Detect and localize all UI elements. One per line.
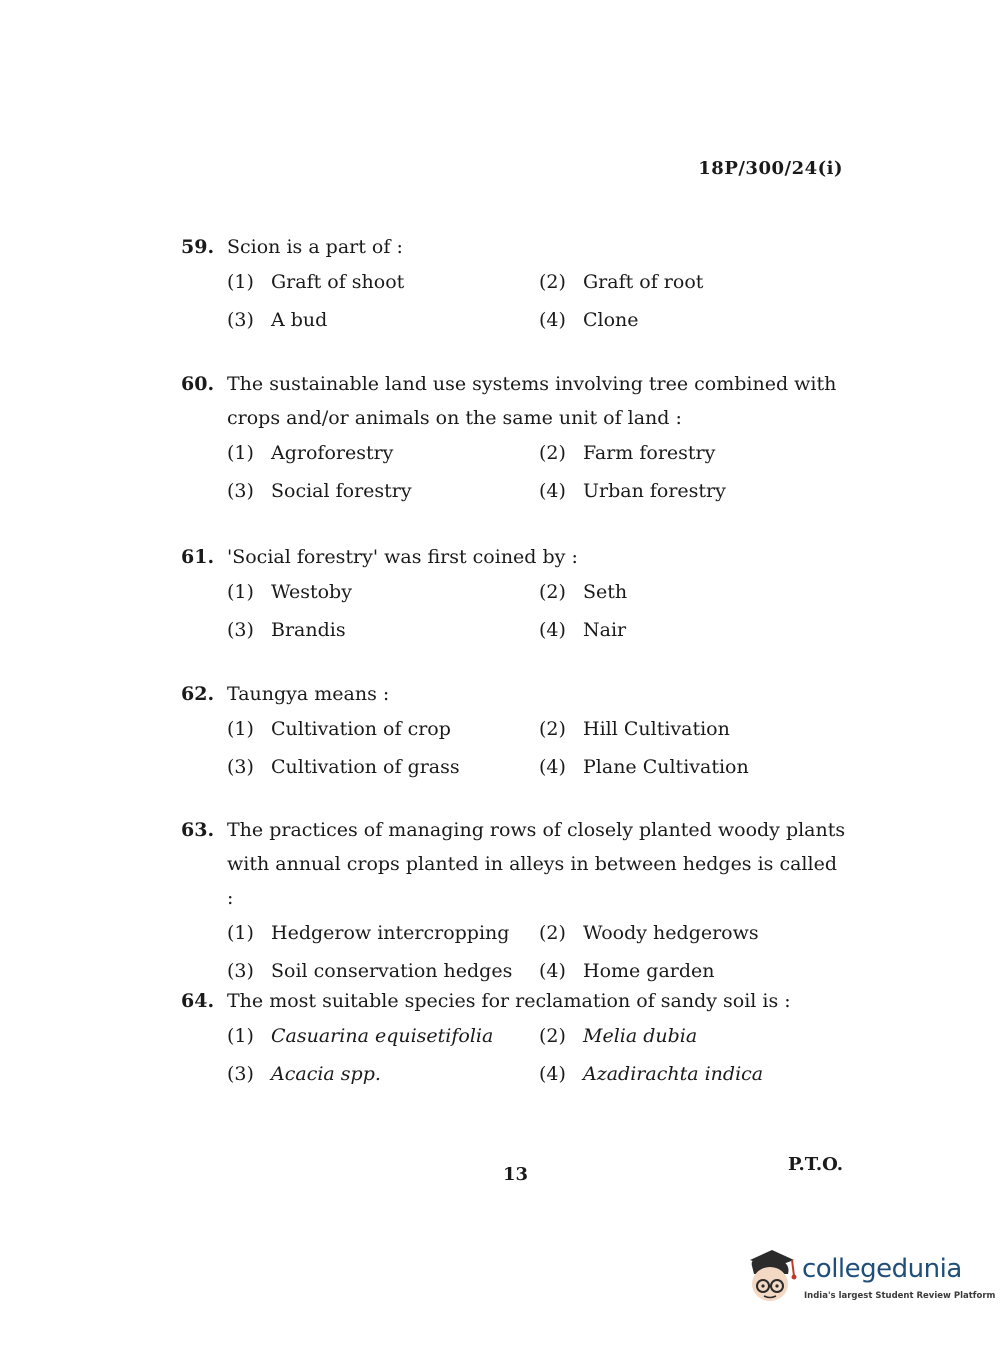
option-2[interactable]	[539, 578, 839, 606]
option-text: Urban forestry	[583, 480, 726, 502]
option-number: (1)	[227, 922, 254, 944]
option-1[interactable]	[227, 268, 539, 296]
option-number: (3)	[227, 480, 254, 502]
option-1[interactable]	[227, 439, 539, 467]
option-text: Cultivation of crop	[271, 718, 451, 740]
option-number: (3)	[227, 309, 254, 331]
option-text: A bud	[271, 309, 328, 331]
option-text: Woody hedgerows	[583, 922, 759, 944]
option-number: (4)	[539, 756, 566, 778]
brand-tagline: India's largest Student Review Platform	[804, 1291, 996, 1301]
question-60	[181, 367, 846, 505]
question-number: 64.	[181, 990, 215, 1012]
option-text: Graft of shoot	[271, 271, 405, 293]
option-text: Home garden	[583, 960, 715, 982]
option-1[interactable]	[227, 919, 539, 947]
option-number: (2)	[539, 581, 566, 603]
option-4[interactable]	[539, 477, 839, 505]
question-text: 'Social forestry' was first coined by :	[227, 546, 578, 568]
question-text: Taungya means :	[227, 683, 390, 705]
options-list	[227, 1022, 846, 1088]
option-number: (2)	[539, 922, 566, 944]
option-number: (2)	[539, 442, 566, 464]
option-text: Azadirachta indica	[583, 1063, 764, 1085]
question-64	[181, 984, 846, 1088]
page-number: 13	[503, 1164, 529, 1185]
option-2[interactable]	[539, 268, 839, 296]
option-text: Clone	[583, 309, 639, 331]
option-3[interactable]	[227, 957, 539, 985]
option-1[interactable]	[227, 578, 539, 606]
option-2[interactable]	[539, 919, 839, 947]
option-number: (1)	[227, 581, 254, 603]
question-number: 62.	[181, 683, 215, 705]
option-text: Acacia spp.	[271, 1063, 381, 1085]
options-list	[227, 268, 846, 334]
mascot-logo-icon	[742, 1246, 800, 1308]
option-number: (3)	[227, 1063, 254, 1085]
brand-name: collegedunia	[802, 1254, 962, 1284]
option-4[interactable]	[539, 753, 839, 781]
options-list	[227, 919, 846, 985]
pto-label: P.T.O.	[787, 1154, 843, 1175]
option-4[interactable]	[539, 957, 839, 985]
option-4[interactable]	[539, 1060, 839, 1088]
option-3[interactable]	[227, 753, 539, 781]
option-text: Agroforestry	[271, 442, 394, 464]
option-4[interactable]	[539, 306, 839, 334]
option-number: (2)	[539, 718, 566, 740]
option-text: Seth	[583, 581, 628, 603]
option-number: (1)	[227, 1025, 254, 1047]
option-text: Casuarina equisetifolia	[271, 1025, 494, 1047]
options-list	[227, 715, 846, 781]
question-63	[181, 813, 846, 985]
question-number: 59.	[181, 236, 215, 258]
question-62	[181, 677, 846, 781]
option-text: Social forestry	[271, 480, 412, 502]
option-number: (2)	[539, 271, 566, 293]
option-3[interactable]	[227, 477, 539, 505]
options-list	[227, 439, 846, 505]
option-3[interactable]	[227, 616, 539, 644]
option-number: (2)	[539, 1025, 566, 1047]
option-2[interactable]	[539, 1022, 839, 1050]
question-text: The sustainable land use systems involving tree combined with crops and/or animals on the same unit of land :	[227, 373, 837, 429]
option-text: Cultivation of grass	[271, 756, 460, 778]
option-text: Nair	[583, 619, 627, 641]
question-text: The most suitable species for reclamation of sandy soil is :	[227, 990, 791, 1012]
option-text: Graft of root	[583, 271, 704, 293]
option-1[interactable]	[227, 715, 539, 743]
question-text: Scion is a part of :	[227, 236, 403, 258]
question-number: 60.	[181, 373, 215, 395]
option-number: (4)	[539, 309, 566, 331]
option-number: (4)	[539, 480, 566, 502]
option-text: Hill Cultivation	[583, 718, 730, 740]
option-number: (3)	[227, 960, 254, 982]
option-text: Hedgerow intercropping	[271, 922, 510, 944]
option-number: (4)	[539, 619, 566, 641]
collegedunia-watermark[interactable]	[742, 1246, 996, 1316]
option-text: Melia dubia	[583, 1025, 698, 1047]
option-text: Brandis	[271, 619, 346, 641]
option-number: (1)	[227, 271, 254, 293]
question-59	[181, 230, 846, 334]
paper-code: 18P/300/24(i)	[698, 158, 843, 179]
option-3[interactable]	[227, 1060, 539, 1088]
question-number: 61.	[181, 546, 215, 568]
option-text: Farm forestry	[583, 442, 716, 464]
option-number: (3)	[227, 619, 254, 641]
option-number: (4)	[539, 1063, 566, 1085]
option-3[interactable]	[227, 306, 539, 334]
option-number: (1)	[227, 718, 254, 740]
option-2[interactable]	[539, 439, 839, 467]
option-text: Soil conservation hedges	[271, 960, 513, 982]
question-61	[181, 540, 846, 644]
option-number: (1)	[227, 442, 254, 464]
option-4[interactable]	[539, 616, 839, 644]
option-text: Plane Cultivation	[583, 756, 749, 778]
question-number: 63.	[181, 819, 215, 841]
option-number: (4)	[539, 960, 566, 982]
option-number: (3)	[227, 756, 254, 778]
options-list	[227, 578, 846, 644]
option-1[interactable]	[227, 1022, 539, 1050]
question-text: The practices of managing rows of closely planted woody plants with annual crops planted in alleys in between hedges is called :	[227, 819, 846, 909]
option-2[interactable]	[539, 715, 839, 743]
option-text: Westoby	[271, 581, 352, 603]
